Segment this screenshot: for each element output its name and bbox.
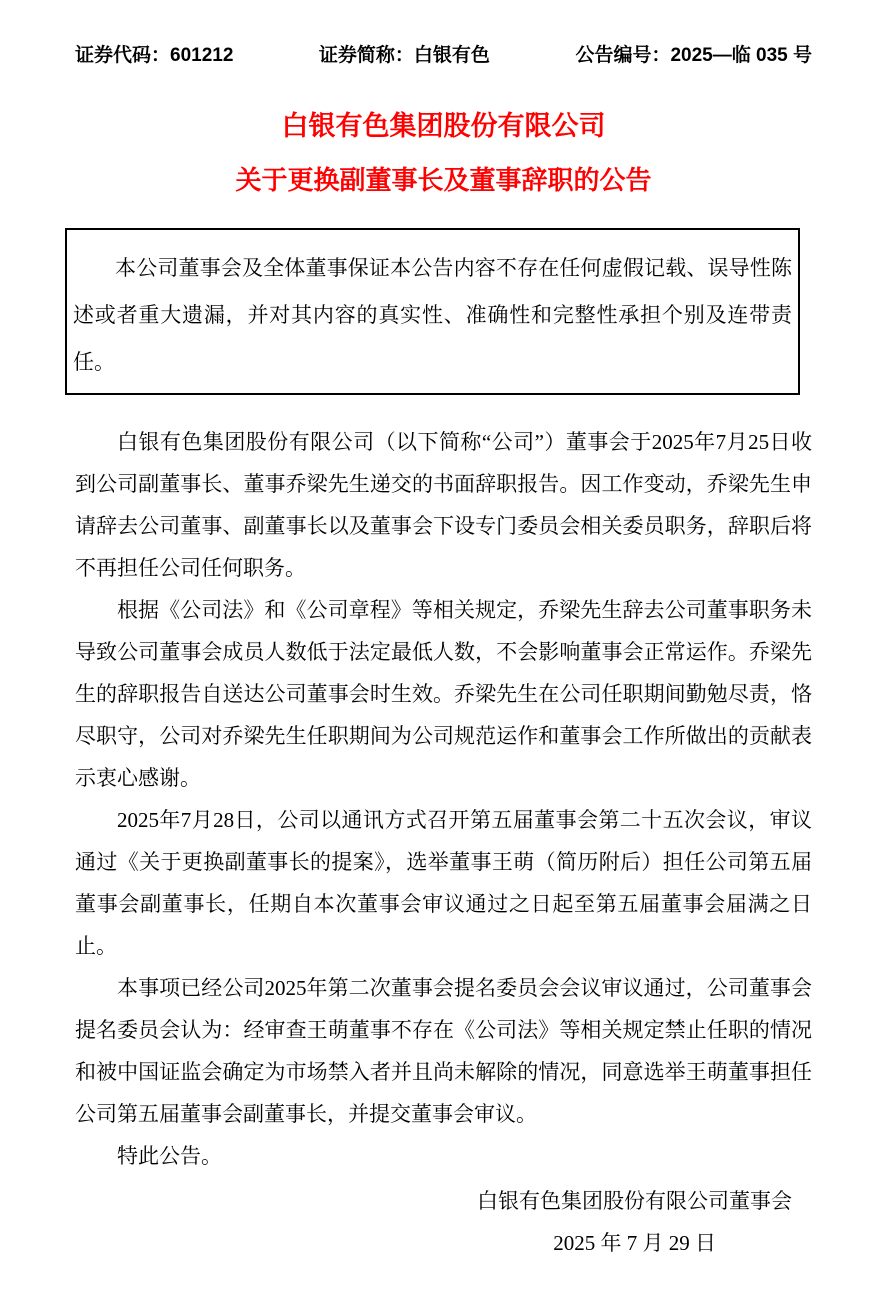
- signature-date: 2025 年 7 月 29 日: [553, 1231, 716, 1255]
- body-paragraph-resignation-effect: 根据《公司法》和《公司章程》等相关规定，乔梁先生辞去公司董事职务未导致公司董事会成员人数低于法定最低人数，不会影响董事会正常运作。乔梁先生的辞职报告自送达公司董事会时生效。乔梁先生在公司任职期间勤勉尽责，恪尽职守，公司对乔梁先生任职期间为公司规范运作和董事会工作所做出的贡献表示衷心感谢。: [75, 598, 812, 790]
- closing-statement: 特此公告。: [117, 1144, 222, 1168]
- announcement-body: [75, 421, 812, 1177]
- body-paragraph-election-meeting: 2025年7月28日，公司以通讯方式召开第五届董事会第二十五次会议，审议通过《关于更换副董事长的提案》，选举董事王萌（简历附后）担任公司第五届董事会副董事长，任期自本次董事会审议通过之日起至第五届董事会届满之日止。: [75, 808, 812, 958]
- announcement-number: 公告编号：2025—临 035 号: [575, 45, 812, 66]
- signature-board: 白银有色集团股份有限公司董事会: [477, 1189, 792, 1213]
- board-disclaimer-box: [65, 228, 800, 395]
- announcement-subject-title: 关于更换副董事长及董事辞职的公告: [235, 165, 652, 195]
- stock-code: 证券代码：601212: [75, 45, 234, 66]
- stock-abbreviation: 证券简称：白银有色: [318, 45, 490, 66]
- company-name-title: 白银有色集团股份有限公司: [281, 111, 606, 141]
- document-header: [75, 44, 812, 67]
- body-paragraph-resignation-received: 白银有色集团股份有限公司（以下简称“公司”）董事会于2025年7月25日收到公司副董事长、董事乔梁先生递交的书面辞职报告。因工作变动，乔梁先生申请辞去公司董事、副董事长以及董事会下设专门委员会相关委员职务，辞职后将不再担任公司任何职务。: [75, 430, 812, 580]
- board-disclaimer-text: 本公司董事会及全体董事保证本公告内容不存在任何虚假记载、误导性陈述或者重大遗漏，并对其内容的真实性、准确性和完整性承担个别及连带责任。: [73, 256, 792, 374]
- body-paragraph-nomination-committee: 本事项已经公司2025年第二次董事会提名委员会会议审议通过，公司董事会提名委员会认为：经审查王萌董事不存在《公司法》等相关规定禁止任职的情况和被中国证监会确定为市场禁入者并且尚未解除的情况，同意选举王萌董事担任公司第五届董事会副董事长，并提交董事会审议。: [75, 976, 812, 1126]
